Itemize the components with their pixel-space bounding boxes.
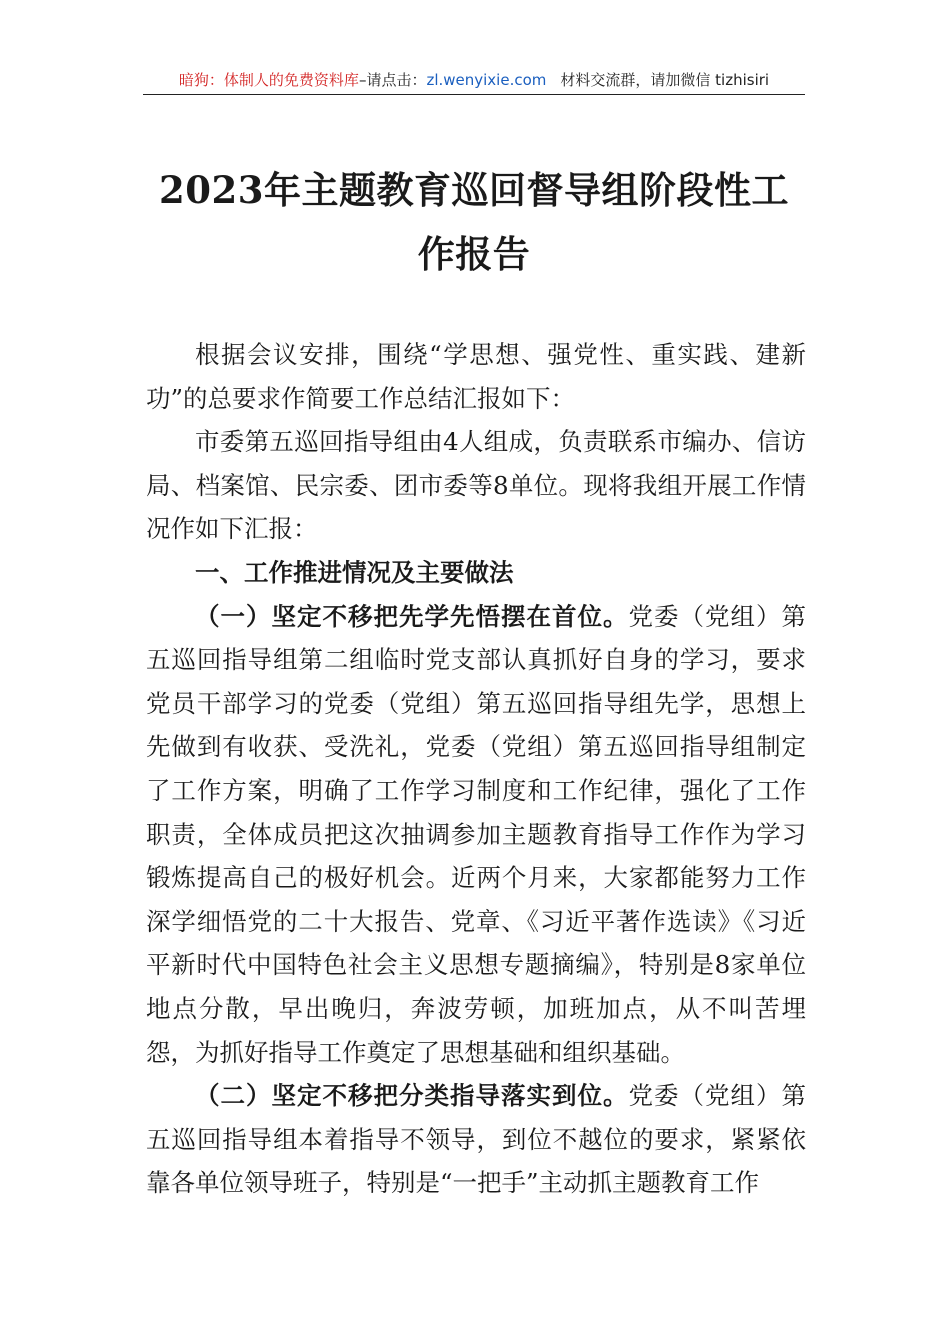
subsection-1-lead: （一）坚定不移把先学先悟摆在首位。 xyxy=(195,601,629,631)
subsection-2-text: 党委（党组）第五巡回指导组本着指导不领导，到位不越位的要求，紧紧依靠各单位领导班子，特别是“一把手”主动抓主题教育工作 xyxy=(146,1081,806,1198)
document-body xyxy=(146,333,806,1205)
paragraph-group-info: 市委第五巡回指导组由4人组成，负责联系市编办、信访局、档案馆、民宗委、团市委等8单位。现将我组开展工作情况作如下汇报： xyxy=(146,427,806,544)
header-separator: –请点击： xyxy=(358,71,427,89)
paragraph-subsection-1 xyxy=(146,595,806,1075)
subsection-1-text: 党委（党组）第五巡回指导组第二组临时党支部认真抓好自身的学习，要求党员干部学习的党委（党组）第五巡回指导组先学，思想上先做到有收获、受洗礼，党委（党组）第五巡回指导组制定了工作方案，明确了工作学习制度和工作纪律，强化了工作职责，全体成员把这次抽调参加主题教育指导工作作为学习锻炼提高自己的极好机会。近两个月来，大家都能努力工作深学细悟党的二十大报告、党章、《习近平著作选读》《习近平新时代中国特色社会主义思想专题摘编》，特别是8家单位地点分散，早出晚归，奔波劳顿，加班加点，从不叫苦埋怨，为抓好指导工作奠定了思想基础和组织基础。 xyxy=(146,601,806,1067)
document-title: 2023年主题教育巡回督导组阶段性工作报告 xyxy=(159,168,789,276)
header-wechat-note: 材料交流群，请加微信 tizhisiri xyxy=(560,71,770,89)
paragraph-subsection-2 xyxy=(146,1074,806,1205)
paragraph-intro: 根据会议安排，围绕“学思想、强党性、重实践、建新功”的总要求作简要工作总结汇报如下： xyxy=(146,340,806,413)
header-promo: 暗狗：体制人的免费资料库 xyxy=(178,71,359,89)
subsection-2-lead: （二）坚定不移把分类指导落实到位。 xyxy=(195,1081,629,1111)
section-heading-1: 一、工作推进情况及主要做法 xyxy=(195,557,514,587)
page-header xyxy=(143,66,805,95)
header-url-link[interactable]: zl.wenyixie.com xyxy=(426,71,547,89)
